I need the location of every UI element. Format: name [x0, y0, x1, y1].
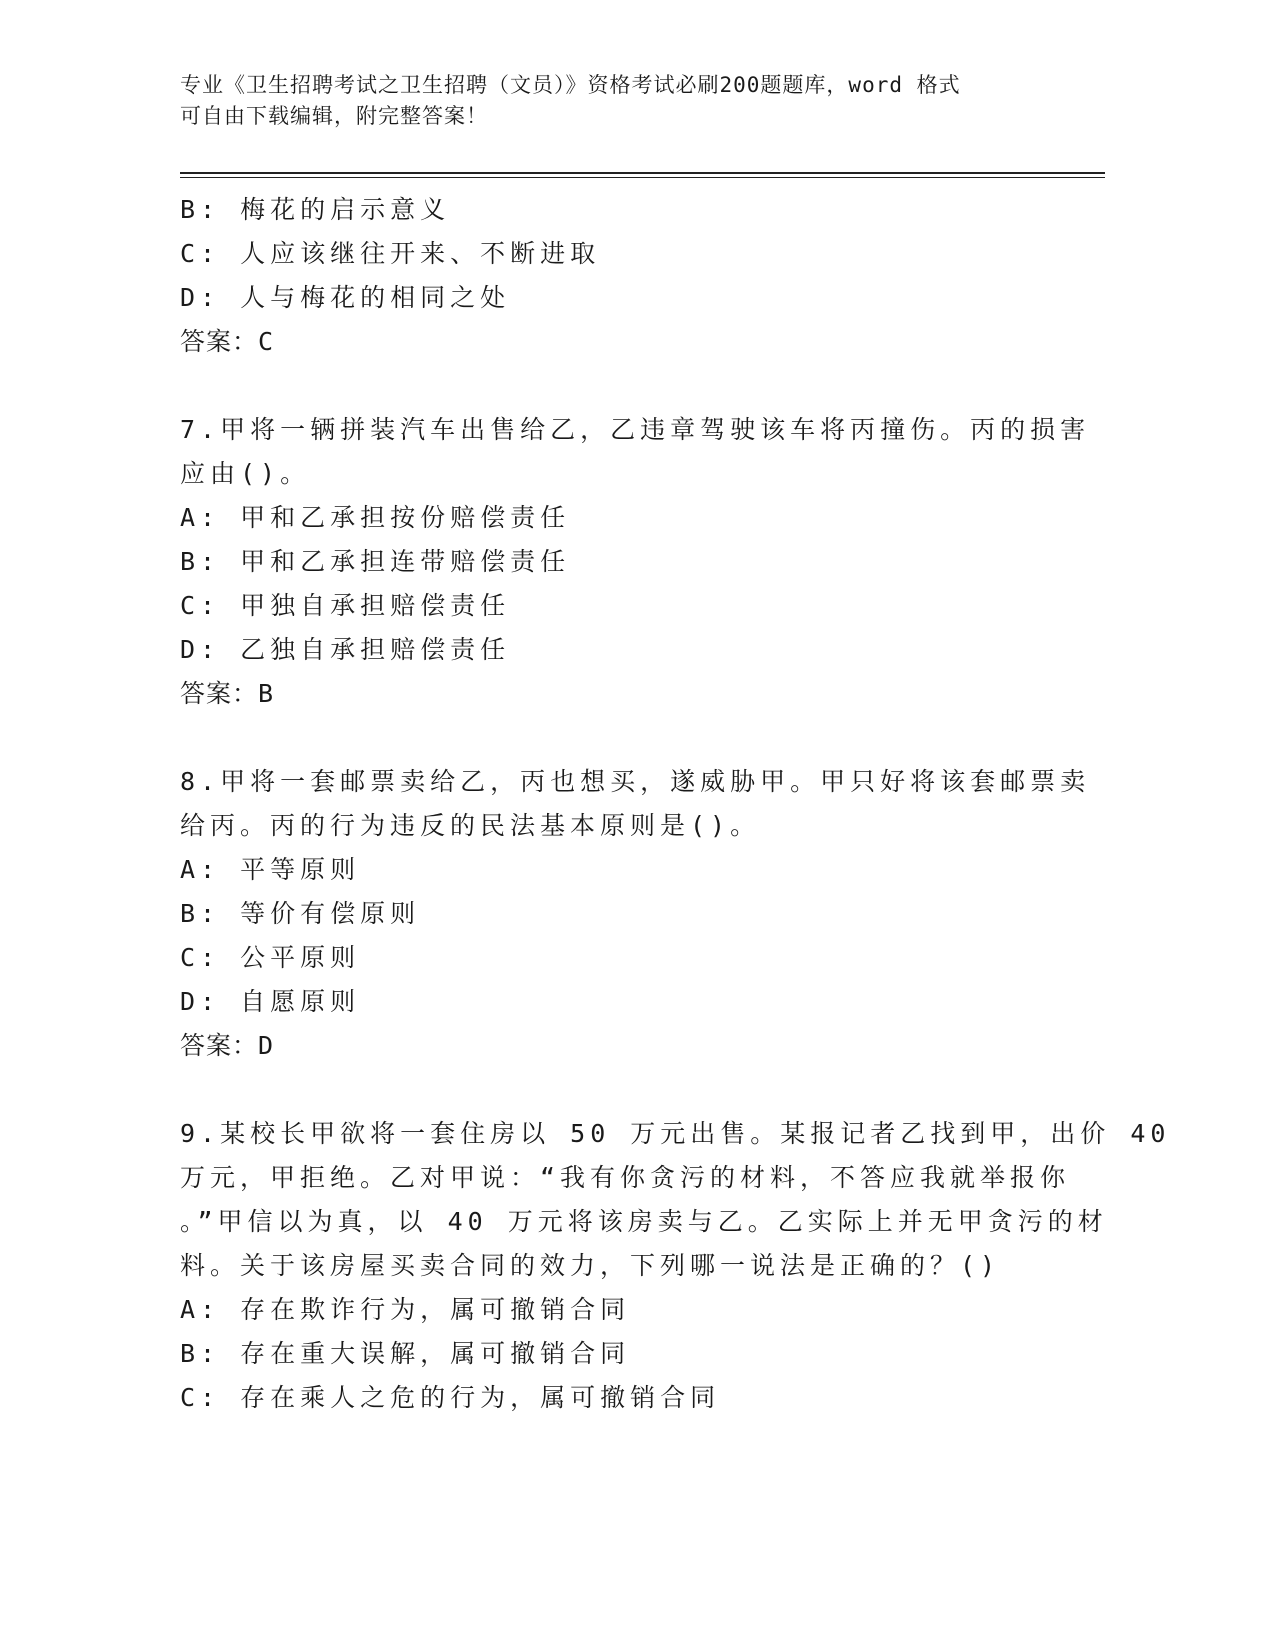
q9-stem-line-4: 料。关于该房屋买卖合同的效力，下列哪一说法是正确的？(): [180, 1251, 1001, 1280]
header-line-1: 专业《卫生招聘考试之卫生招聘（文员）》资格考试必刷200题题库，word 格式: [180, 73, 961, 97]
q6-option-c: C: 人应该继往开来、不断进取: [180, 239, 601, 268]
q9-stem-line-2: 万元，甲拒绝。乙对甲说：“我有你贪污的材料，不答应我就举报你: [180, 1163, 1071, 1192]
q7-option-d: D: 乙独自承担赔偿责任: [180, 635, 511, 664]
q7-option-c: C: 甲独自承担赔偿责任: [180, 591, 511, 620]
q8-option-b: B: 等价有偿原则: [180, 899, 421, 928]
q8-answer-value: D: [258, 1031, 275, 1060]
q8-option-c: C: 公平原则: [180, 943, 361, 972]
header-rule-thin: [180, 177, 1105, 178]
q8-answer: [180, 1024, 1110, 1068]
q9-option-a: A: 存在欺诈行为，属可撤销合同: [180, 1295, 631, 1324]
header-line-2: 可自由下载编辑，附完整答案！: [180, 104, 488, 128]
question-7: [180, 408, 1110, 716]
q8-stem-line-1: 8.甲将一套邮票卖给乙，丙也想买，遂威胁甲。甲只好将该套邮票卖: [180, 767, 1091, 796]
header-rule-thick: [180, 172, 1105, 174]
q6-answer: [180, 320, 1110, 364]
q9-option-b: B: 存在重大误解，属可撤销合同: [180, 1339, 631, 1368]
q6-answer-value: C: [258, 327, 275, 356]
q9-stem-line-1: 9.某校长甲欲将一套住房以 50 万元出售。某报记者乙找到甲，出价 40: [180, 1119, 1171, 1148]
q9-stem-line-3: 。”甲信以为真，以 40 万元将该房卖与乙。乙实际上并无甲贪污的材: [180, 1207, 1108, 1236]
q7-stem-line-2: 应由()。: [180, 459, 311, 488]
document-header: [180, 70, 1040, 132]
question-6: [180, 188, 1110, 364]
q8-option-a: A: 平等原则: [180, 855, 361, 884]
q7-option-a: A: 甲和乙承担按份赔偿责任: [180, 503, 571, 532]
q7-answer: [180, 672, 1110, 716]
question-8: [180, 760, 1110, 1068]
q7-option-b: B: 甲和乙承担连带赔偿责任: [180, 547, 571, 576]
q7-stem-line-1: 7.甲将一辆拼装汽车出售给乙，乙违章驾驶该车将丙撞伤。丙的损害: [180, 415, 1091, 444]
q6-option-d: D: 人与梅花的相同之处: [180, 283, 511, 312]
document-page: [180, 70, 1171, 1420]
q6-answer-label: 答案：: [180, 327, 259, 356]
q8-stem-line-2: 给丙。丙的行为违反的民法基本原则是()。: [180, 811, 761, 840]
q7-answer-value: B: [258, 679, 275, 708]
q6-option-b: B: 梅花的启示意义: [180, 195, 451, 224]
question-9: [180, 1112, 1171, 1420]
q9-option-c: C: 存在乘人之危的行为，属可撤销合同: [180, 1383, 721, 1412]
q8-answer-label: 答案：: [180, 1031, 259, 1060]
q7-answer-label: 答案：: [180, 679, 259, 708]
q8-option-d: D: 自愿原则: [180, 987, 361, 1016]
